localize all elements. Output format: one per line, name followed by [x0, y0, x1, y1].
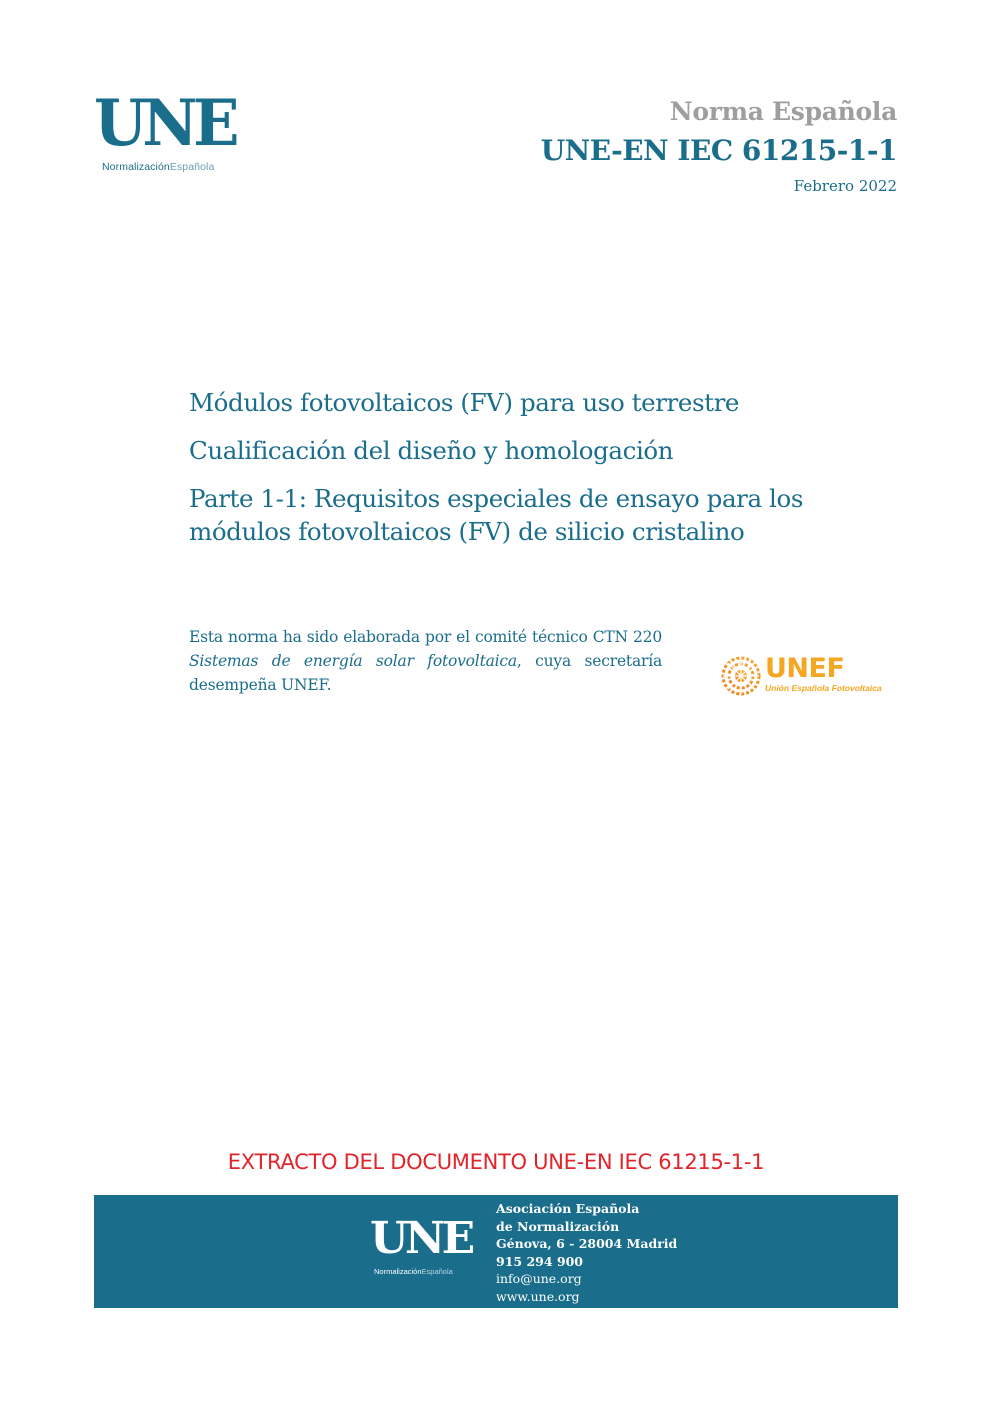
committee-text-before: Esta norma ha sido elaborada por el comité técnico CTN 220	[189, 628, 662, 646]
footer-email-link[interactable]: info@une.org	[496, 1271, 582, 1286]
footer-org-line2: de Normalización	[496, 1218, 620, 1234]
committee-name: Sistemas de energía solar fotovoltaica	[189, 652, 517, 670]
footer-phone: 915 294 900	[496, 1253, 583, 1269]
standard-header	[541, 96, 897, 196]
title-line-2: Cualificación del diseño y homologación	[189, 436, 674, 465]
standard-titles	[189, 386, 889, 548]
unef-logo-name: UNEF	[765, 653, 845, 684]
title-line-3: Parte 1-1: Requisitos especiales de ensayo para los módulos fotovoltaicos (FV) de silicio cristalino	[189, 484, 804, 546]
footer-address: Génova, 6 - 28004 Madrid	[496, 1236, 678, 1251]
footer-web-link[interactable]: www.une.org	[496, 1288, 580, 1304]
committee-text-after: , cuya secretaría desempeña UNEF.	[189, 652, 662, 694]
unef-logo	[719, 653, 882, 698]
une-logo-tagline	[102, 161, 214, 173]
unef-logo-subtitle: Unión Española Fotovoltaica	[765, 683, 882, 693]
une-logo-tagline-part2: Española	[169, 161, 215, 173]
footer-org-line1: Asociación Española	[496, 1201, 640, 1216]
title-line-1: Módulos fotovoltaicos (FV) para uso terrestre	[189, 388, 739, 417]
standard-label: Norma Española	[669, 97, 897, 126]
committee-paragraph	[189, 625, 662, 697]
standard-date: Febrero 2022	[793, 177, 897, 195]
footer-une-logo-tagline	[374, 1267, 453, 1276]
une-logo	[94, 86, 254, 178]
standard-code: UNE-EN IEC 61215-1-1	[540, 134, 897, 167]
une-logo-mark: UNE	[94, 86, 235, 161]
footer-une-tagline-part1: Normalización	[374, 1267, 422, 1276]
footer-band	[94, 1195, 898, 1308]
footer-contact	[496, 1200, 677, 1305]
une-logo-tagline-part1: Normalización	[102, 161, 170, 173]
unef-globe-icon	[719, 654, 763, 698]
footer-une-tagline-part2: Española	[421, 1267, 453, 1276]
footer-une-logo	[370, 1213, 480, 1277]
footer-une-logo-mark: UNE	[370, 1213, 472, 1264]
extract-notice: EXTRACTO DEL DOCUMENTO UNE-EN IEC 61215-1-1	[227, 1150, 765, 1174]
